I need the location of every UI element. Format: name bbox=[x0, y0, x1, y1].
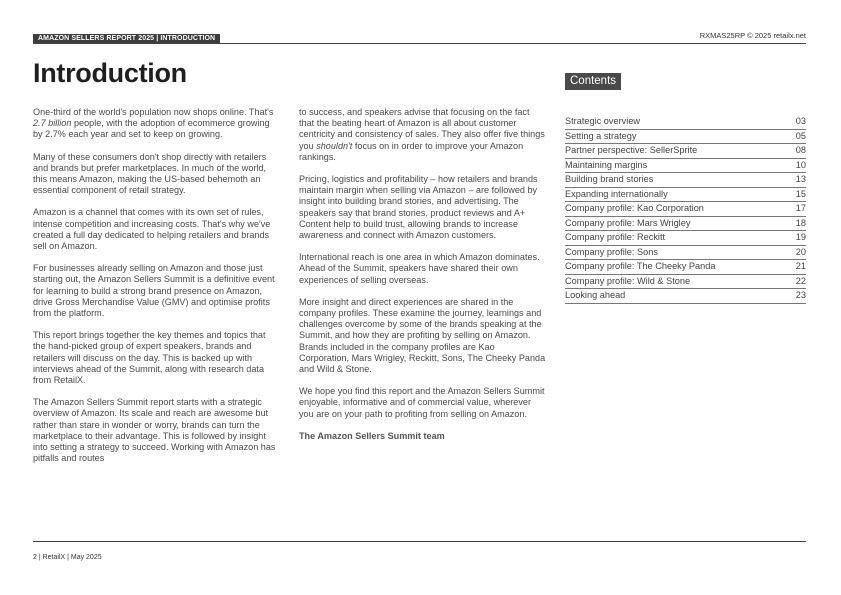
toc-page: 21 bbox=[795, 261, 806, 271]
table-of-contents bbox=[565, 115, 806, 304]
toc-page: 03 bbox=[795, 116, 806, 126]
page-footer: 2 | RetailX | May 2025 bbox=[33, 554, 102, 561]
toc-label: Strategic overview bbox=[565, 116, 641, 126]
toc-item[interactable] bbox=[565, 144, 806, 159]
toc-page: 08 bbox=[795, 145, 806, 155]
toc-label: Company profile: Mars Wrigley bbox=[565, 217, 691, 228]
paragraph: One-third of the world's population now shops online. That's 2.7 billion people, with the adoption of ecommerce growing by 2.7% each year and set to keep on growing. bbox=[33, 107, 274, 140]
toc-label: Company profile: Kao Corporation bbox=[565, 203, 704, 213]
toc-item[interactable] bbox=[565, 202, 806, 217]
toc-page: 23 bbox=[795, 290, 806, 300]
toc-label: Expanding internationally bbox=[565, 188, 668, 199]
toc-item[interactable] bbox=[565, 246, 806, 261]
intro-column-1 bbox=[33, 107, 278, 475]
toc-item[interactable] bbox=[565, 275, 806, 290]
paragraph: Pricing, logistics and profitability – how retailers and brands maintain margin when selling via Amazon – are followed by insight into building brand stories, and advertising. The speakers say that brand stories, product reviews and A+ Content help to build trust, allowing brands to increase awareness and connect with Amazon customers. bbox=[299, 174, 538, 241]
toc-item[interactable] bbox=[565, 231, 806, 246]
top-divider bbox=[33, 43, 806, 44]
toc-item[interactable] bbox=[565, 159, 806, 174]
paragraph: International reach is one area in which Amazon dominates. Ahead of the Summit, speakers have shared their own experiences of selling overseas. bbox=[299, 252, 540, 285]
paragraph: This report brings together the key themes and topics that the hand-picked group of expert speakers, brands and retailers will discuss on the day. This is backed up with interviews ahead of the Summit, along with research data from RetailX. bbox=[33, 330, 266, 386]
toc-label: Company profile: Reckitt bbox=[565, 232, 666, 242]
paragraph: More insight and direct experiences are shared in the company profiles. These examine the journey, learnings and challenges overcome by some of the brands speaking at the Summit, and how they are profiting by selling on Amazon. Brands included in the company profiles are Kao Corporation, Mars Wrigley, Reckitt, Sons, The Cheeky Panda and Wild & Stone. bbox=[299, 296, 546, 375]
toc-label: Partner perspective: SellerSprite bbox=[565, 145, 698, 155]
toc-label: Company profile: Sons bbox=[565, 246, 658, 257]
toc-page: 05 bbox=[795, 130, 806, 141]
paragraph: Many of these consumers don't shop directly with retailers and brands but prefer marketplaces. In much of the world, this means Amazon, making the US-based behemoth an essential component of retail strategy. bbox=[33, 151, 267, 196]
paragraph: For businesses already selling on Amazon and those just starting out, the Amazon Sellers Summit is a definitive event for learning to build a strong brand presence on Amazon, drive Gross Merchandise Value (GMV) and optimise profits from the platform. bbox=[33, 263, 275, 319]
toc-page: 22 bbox=[795, 275, 806, 286]
toc-page: 19 bbox=[795, 232, 806, 242]
toc-page: 10 bbox=[795, 159, 806, 170]
toc-label: Company profile: Wild & Stone bbox=[565, 275, 691, 286]
toc-item[interactable] bbox=[565, 130, 806, 145]
toc-item[interactable] bbox=[565, 173, 806, 188]
toc-label: Looking ahead bbox=[565, 290, 626, 300]
report-code: RXMAS25RP © 2025 retailx.net bbox=[699, 31, 806, 40]
toc-item[interactable] bbox=[565, 115, 806, 130]
toc-page: 15 bbox=[795, 188, 806, 199]
paragraph: We hope you find this report and the Amazon Sellers Summit enjoyable, informative and of commercial value, wherever you are on your path to profiting from selling on Amazon. bbox=[299, 386, 545, 419]
section-tag: AMAZON SELLERS REPORT 2025 | INTRODUCTION bbox=[33, 34, 220, 44]
paragraph: The Amazon Sellers Summit report starts with a strategic overview of Amazon. Its scale and reach are awesome but rather than stare in wonder or worry, brands can turn the marketplace to their advantage. This is followed by insight into setting a strategy to succeed. Working with Amazon has pitfalls and routes bbox=[33, 397, 276, 464]
toc-item[interactable] bbox=[565, 188, 806, 203]
bottom-divider bbox=[33, 541, 806, 542]
intro-column-2 bbox=[299, 107, 547, 453]
toc-label: Maintaining margins bbox=[565, 159, 648, 170]
paragraph: to success, and speakers advise that focusing on the fact that the beating heart of Amazon is all about customer centricity and consistency of sales. They also offer five things you shouldn't focus on in order to improve your Amazon rankings. bbox=[299, 107, 545, 162]
toc-label: Company profile: The Cheeky Panda bbox=[565, 261, 716, 271]
toc-item[interactable] bbox=[565, 217, 806, 232]
page-title: Introduction bbox=[33, 58, 187, 88]
contents-heading: Contents bbox=[565, 73, 621, 90]
toc-page: 18 bbox=[795, 217, 806, 228]
toc-label: Building brand stories bbox=[565, 174, 654, 184]
toc-item[interactable] bbox=[565, 260, 806, 275]
toc-page: 17 bbox=[795, 203, 806, 213]
paragraph: Amazon is a channel that comes with its own set of rules, intense competition and increasing costs. That's why we've created a full day dedicated to helping retailers and brands sell on Amazon. bbox=[33, 207, 271, 252]
toc-item[interactable] bbox=[565, 289, 806, 304]
signature: The Amazon Sellers Summit team bbox=[299, 430, 445, 441]
toc-page: 13 bbox=[795, 174, 806, 184]
toc-label: Setting a strategy bbox=[565, 130, 637, 141]
toc-page: 20 bbox=[795, 246, 806, 257]
